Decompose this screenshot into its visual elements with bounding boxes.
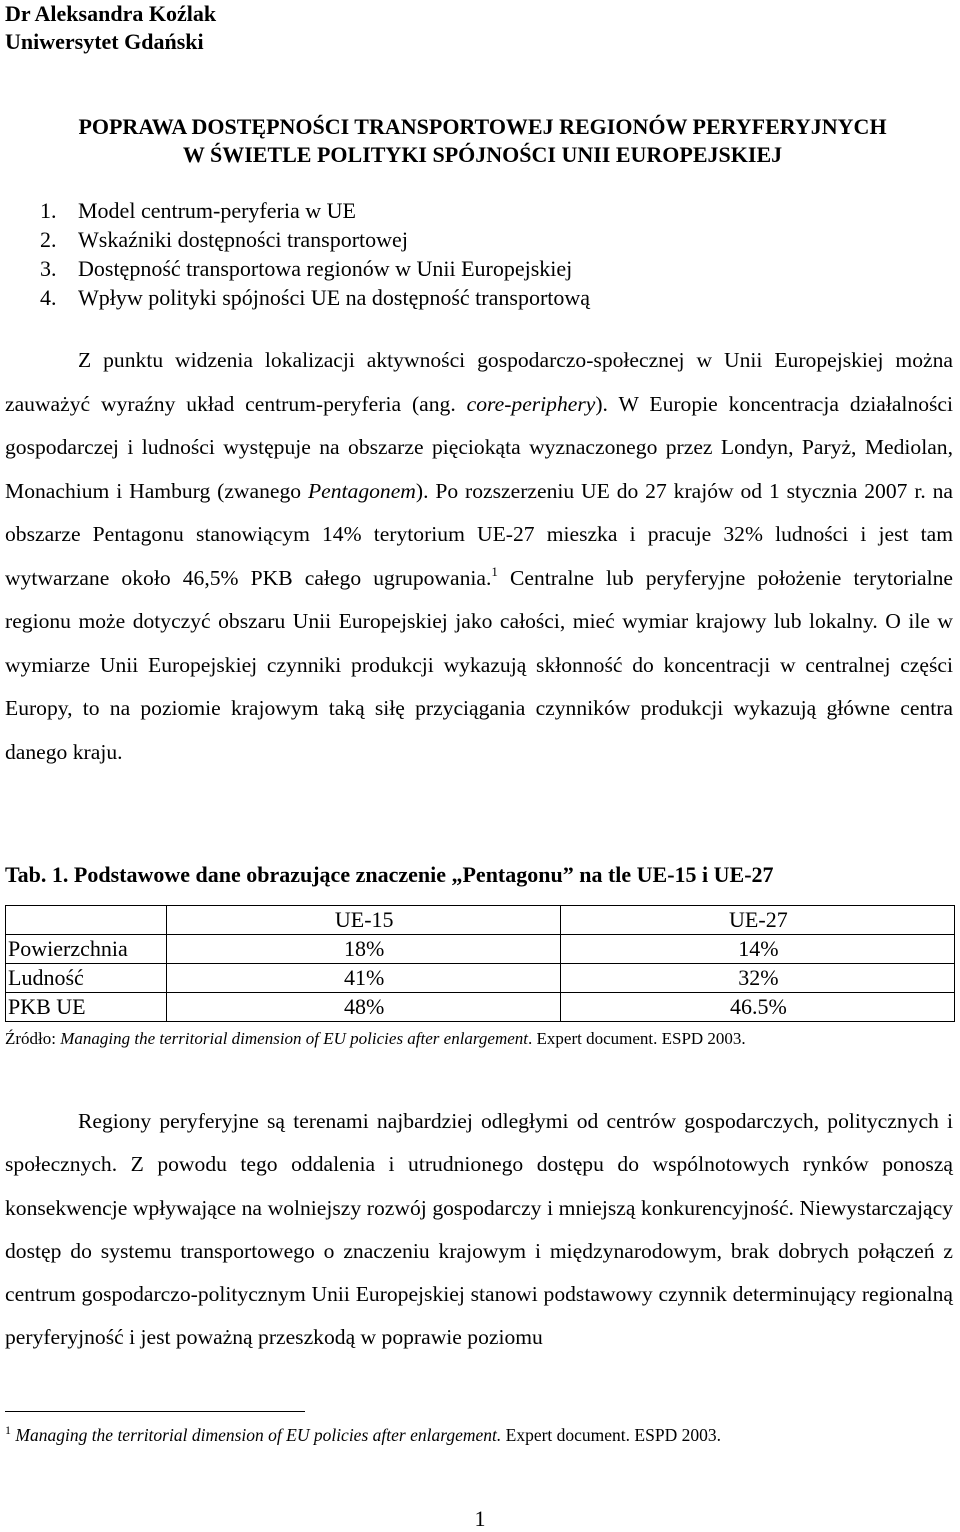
- table-row-label: Powierzchnia: [6, 935, 167, 964]
- paragraph-italic-term: core-periphery: [466, 391, 596, 416]
- toc-item: [40, 283, 590, 312]
- toc-item-text: Dostępność transportowa regionów w Unii Europejskiej: [78, 256, 573, 281]
- table-row: [6, 993, 955, 1022]
- table-source: [5, 1029, 746, 1049]
- table-header-cell: UE-27: [560, 906, 954, 935]
- table-row-label: Ludność: [6, 964, 167, 993]
- body-paragraph-1: [5, 339, 953, 774]
- table-cell: 48%: [166, 993, 560, 1022]
- table-of-contents: [40, 196, 590, 312]
- table-header-row: [6, 906, 955, 935]
- table-header-cell: [6, 906, 167, 935]
- toc-item-text: Wskaźniki dostępności transportowej: [78, 227, 408, 252]
- paragraph-italic-term: Pentagonem: [307, 478, 416, 503]
- footnote: [5, 1425, 721, 1446]
- paragraph-text: ). Po rozszerzeniu UE do 27 krajów od 1 stycznia 2007 r. na obszarze Pentagonu stanowiącym 14% terytorium UE-27 mieszka i pracuje 32% ludności i jest tam wytwarzane około 46,5% PKB całego ugrupowania.: [5, 478, 953, 590]
- toc-item-number: 4.: [40, 285, 57, 310]
- source-prefix: Źródło:: [5, 1029, 61, 1048]
- toc-item: [40, 196, 590, 225]
- toc-item-number: 2.: [40, 227, 57, 252]
- table-cell: 18%: [166, 935, 560, 964]
- footnote-number: 1: [5, 1423, 11, 1437]
- paragraph-text: Regiony peryferyjne są terenami najbardziej odległymi od centrów gospodarczych, politycznych i społecznych. Z powodu tego oddalenia i utrudnionego dostępu do wspólnotowych rynków ponoszą konsekwencje wpływające na wolniejszy rozwój gospodarczy i mniejszą konkurencyjność. Niewystarczający dostęp do systemu transportowego o znaczeniu krajowym i międzynarodowym, brak dobrych połączeń z centrum gospodarczo-politycznym Unii Europejskiej stanowi podstawowy czynnik determinujący regionalną peryferyjność i jest poważną przeszkodą w poprawie poziomu: [5, 1109, 953, 1350]
- paper-title-line-2: W ŚWIETLE POLITYKI SPÓJNOŚCI UNII EUROPEJSKIEJ: [182, 142, 783, 167]
- table-cell: 46.5%: [560, 993, 954, 1022]
- author-affiliation: Uniwersytet Gdański: [5, 29, 204, 54]
- table-row: [6, 935, 955, 964]
- data-table: [5, 905, 955, 1022]
- source-suffix: . Expert document. ESPD 2003.: [528, 1029, 746, 1048]
- toc-item-number: 3.: [40, 256, 57, 281]
- page-number: 1: [474, 1506, 486, 1531]
- paper-title-line-1: POPRAWA DOSTĘPNOŚCI TRANSPORTOWEJ REGIONÓW PERYFERYJNYCH: [78, 114, 887, 139]
- toc-item: [40, 225, 590, 254]
- table-row-label: PKB UE: [6, 993, 167, 1022]
- footnote-title: Managing the territorial dimension of EU policies after enlargement.: [15, 1425, 502, 1445]
- paragraph-text: Centralne lub peryferyjne położenie terytorialne regionu może dotyczyć obszaru Unii Europejskiej jako całości, mieć wymiar krajowy lub lokalny. O ile w wymiarze Unii Europejskiej czynniki produkcji wykazują skłonność do koncentracji w centralnej części Europy, to na poziomie krajowym taką siłę przyciągania czynników produkcji wykazują główne centra danego kraju.: [5, 565, 953, 764]
- toc-item-number: 1.: [40, 198, 57, 223]
- table-cell: 41%: [166, 964, 560, 993]
- footnote-text: Expert document. ESPD 2003.: [501, 1425, 721, 1445]
- footnote-reference[interactable]: 1: [491, 563, 498, 579]
- toc-item-text: Wpływ polityki spójności UE na dostępność transportową: [78, 285, 591, 310]
- table-cell: 32%: [560, 964, 954, 993]
- paragraph-text: Z punktu widzenia lokalizacji aktywności gospodarczo-społecznej w Unii Europejskiej można zauważyć wyraźny układ centrum-peryferia (ang.: [5, 348, 953, 416]
- table-cell: 14%: [560, 935, 954, 964]
- paragraph-text: ). W Europie koncentracja działalności gospodarczej i ludności występuje na obszarze pięciokąta wyznaczonego przez Londyn, Paryż, Mediolan, Monachium i Hamburg (zwanego: [5, 391, 953, 503]
- table-caption: Tab. 1. Podstawowe dane obrazujące znaczenie „Pentagonu” na tle UE-15 i UE-27: [5, 862, 774, 887]
- footnote-divider: [5, 1411, 305, 1412]
- table-row: [6, 964, 955, 993]
- body-paragraph-2: [5, 1100, 953, 1360]
- source-title: Managing the territorial dimension of EU policies after enlargement: [60, 1029, 529, 1048]
- toc-item-text: Model centrum-peryferia w UE: [78, 198, 356, 223]
- table-header-cell: UE-15: [166, 906, 560, 935]
- author-name: Dr Aleksandra Koźlak: [5, 1, 217, 26]
- toc-item: [40, 254, 590, 283]
